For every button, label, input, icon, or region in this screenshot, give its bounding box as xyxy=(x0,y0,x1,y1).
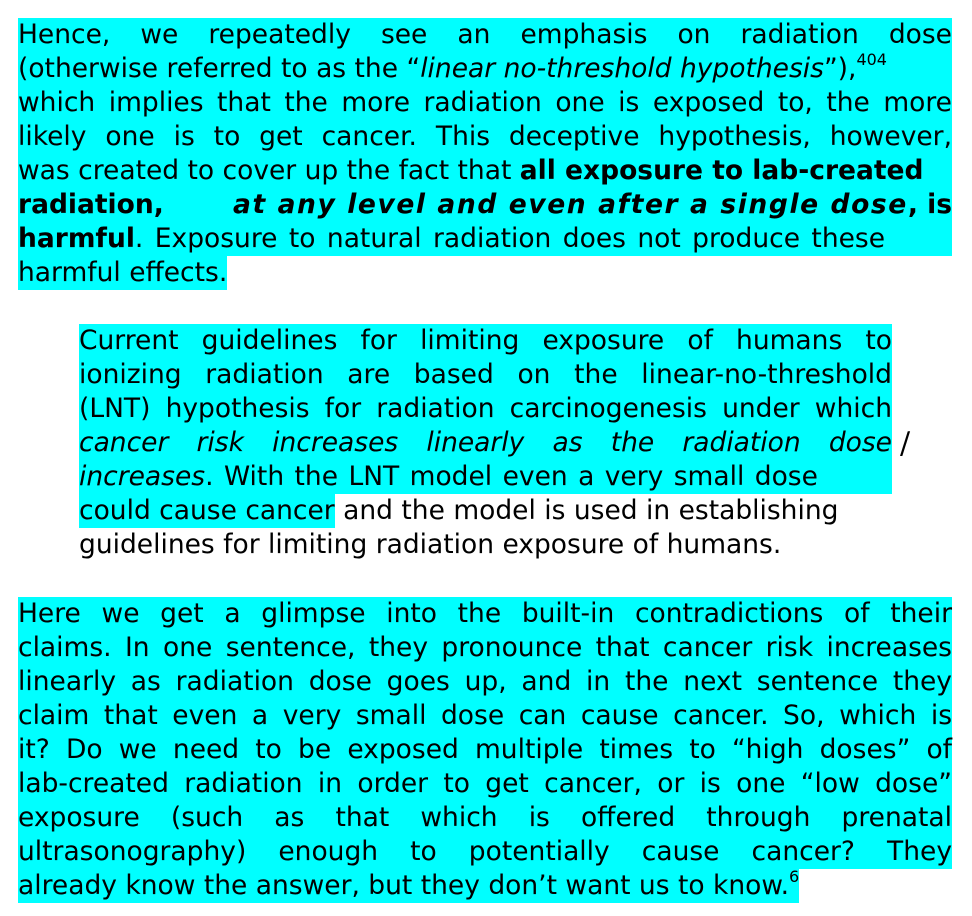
bold-italic-phrase: at any level and even after a single dose xyxy=(233,189,908,220)
text-run: . With the LNT model even a very small dose xyxy=(205,461,818,492)
highlighted-text: it? Do we need to be exposed multiple times to “high doses” of xyxy=(18,734,952,765)
text-line xyxy=(18,154,952,188)
text-line xyxy=(18,869,952,903)
highlighted-text xyxy=(18,154,952,188)
highlighted-text: which implies that the more radiation one is exposed to, the more xyxy=(18,87,952,118)
text-line xyxy=(18,767,952,801)
plain-text: guidelines for limiting radiation exposure of humans. xyxy=(79,529,782,560)
text-line xyxy=(79,324,892,358)
highlighted-text xyxy=(18,188,952,222)
bold-phrase: , is xyxy=(907,189,952,220)
text-line xyxy=(18,52,952,86)
text-line xyxy=(18,801,952,835)
footnote-ref[interactable]: 6 xyxy=(789,867,800,887)
footnote-ref[interactable]: 404 xyxy=(856,50,887,70)
bold-phrase: all exposure to lab-created xyxy=(519,155,924,186)
text-line xyxy=(18,18,952,52)
text-line xyxy=(18,835,952,869)
text-line xyxy=(18,188,952,222)
highlighted-text: claim that even a very small dose can cause cancer. So, which is xyxy=(18,700,952,731)
highlighted-text: Current guidelines for limiting exposure of humans to xyxy=(79,325,892,356)
highlighted-text: claims. In one sentence, they pronounce that cancer risk increases xyxy=(18,632,952,663)
text-run: already know the answer, but they don’t want us to know. xyxy=(18,870,789,901)
text-line xyxy=(79,358,892,392)
highlighted-italic-text: cancer risk increases linearly as the radiation dose xyxy=(79,427,892,458)
bold-phrase: radiation, xyxy=(18,189,164,220)
text-line xyxy=(79,460,892,494)
text-run: was created to cover up the fact that xyxy=(18,155,520,186)
highlighted-text xyxy=(18,222,952,256)
margin-mark: / xyxy=(900,426,911,461)
highlighted-text: linearly as radiation dose goes up, and in the next sentence they xyxy=(18,666,952,697)
highlighted-text xyxy=(18,869,799,903)
highlighted-text: could cause cancer xyxy=(79,495,335,526)
plain-text: and the model is used in establishing xyxy=(334,495,839,526)
highlighted-text: harmful effects. xyxy=(18,257,228,288)
text-line xyxy=(18,86,952,120)
text-line xyxy=(18,631,952,665)
text-line xyxy=(18,665,952,699)
highlighted-text xyxy=(79,460,892,494)
text-line xyxy=(18,699,952,733)
italic-phrase: increases xyxy=(79,461,206,492)
text-run: (otherwise referred to as the “ xyxy=(18,53,421,84)
italic-term: linear no-threshold hypothesis xyxy=(420,53,824,84)
text-line xyxy=(79,528,892,562)
text-line xyxy=(79,392,892,426)
text-line xyxy=(79,494,892,528)
text-run: . Exposure to natural radiation does not produce these xyxy=(134,223,886,254)
text-line xyxy=(18,256,952,290)
highlighted-text: lab-created radiation in order to get cancer, or is one “low dose” xyxy=(18,768,952,799)
highlighted-text: Hence, we repeatedly see an emphasis on radiation dose xyxy=(18,19,952,50)
highlighted-text: ionizing radiation are based on the linear-no-threshold xyxy=(79,359,892,390)
highlighted-text: exposure (such as that which is offered through prenatal xyxy=(18,802,952,833)
text-line xyxy=(18,597,952,631)
highlighted-text: likely one is to get cancer. This deceptive hypothesis, however, xyxy=(18,121,952,152)
text-line xyxy=(79,426,892,460)
bold-phrase: harmful xyxy=(18,223,135,254)
text-line xyxy=(18,120,952,154)
text-run: ”), xyxy=(823,53,857,84)
text-line xyxy=(18,222,952,256)
highlighted-text: (LNT) hypothesis for radiation carcinogenesis under which xyxy=(79,393,892,424)
highlighted-text xyxy=(18,52,952,86)
highlighted-text: Here we get a glimpse into the built-in contradictions of their xyxy=(18,598,952,629)
bold-phrase xyxy=(233,188,952,222)
highlighted-text: ultrasonography) enough to potentially cause cancer? They xyxy=(18,836,952,867)
text-line xyxy=(18,733,952,767)
